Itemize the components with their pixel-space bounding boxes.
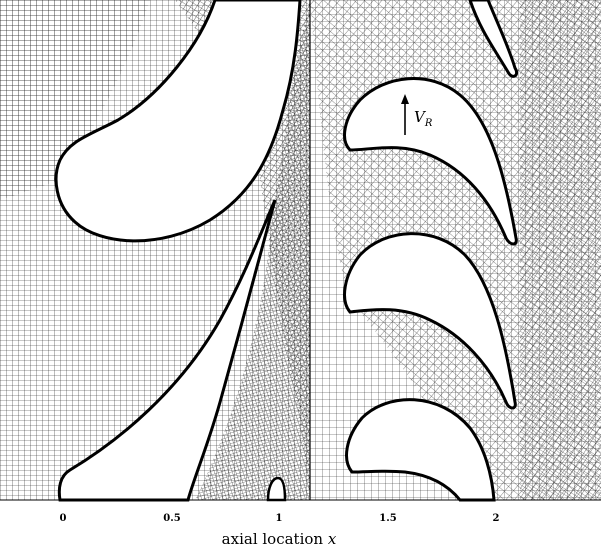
x-axis-label [222,530,337,548]
x-axis-label-text: axial location [221,530,328,548]
velocity-symbol: V [414,108,425,126]
x-tick-label: 1.5 [379,513,397,524]
x-tick-label: 0 [59,513,67,524]
x-axis-ticks [60,513,500,524]
x-tick-label: 2 [492,513,500,524]
x-axis-label-variable: x [327,530,337,548]
x-tick-label: 1 [275,513,283,524]
velocity-subscript: R [424,118,433,129]
x-tick-label: 0.5 [163,513,181,524]
